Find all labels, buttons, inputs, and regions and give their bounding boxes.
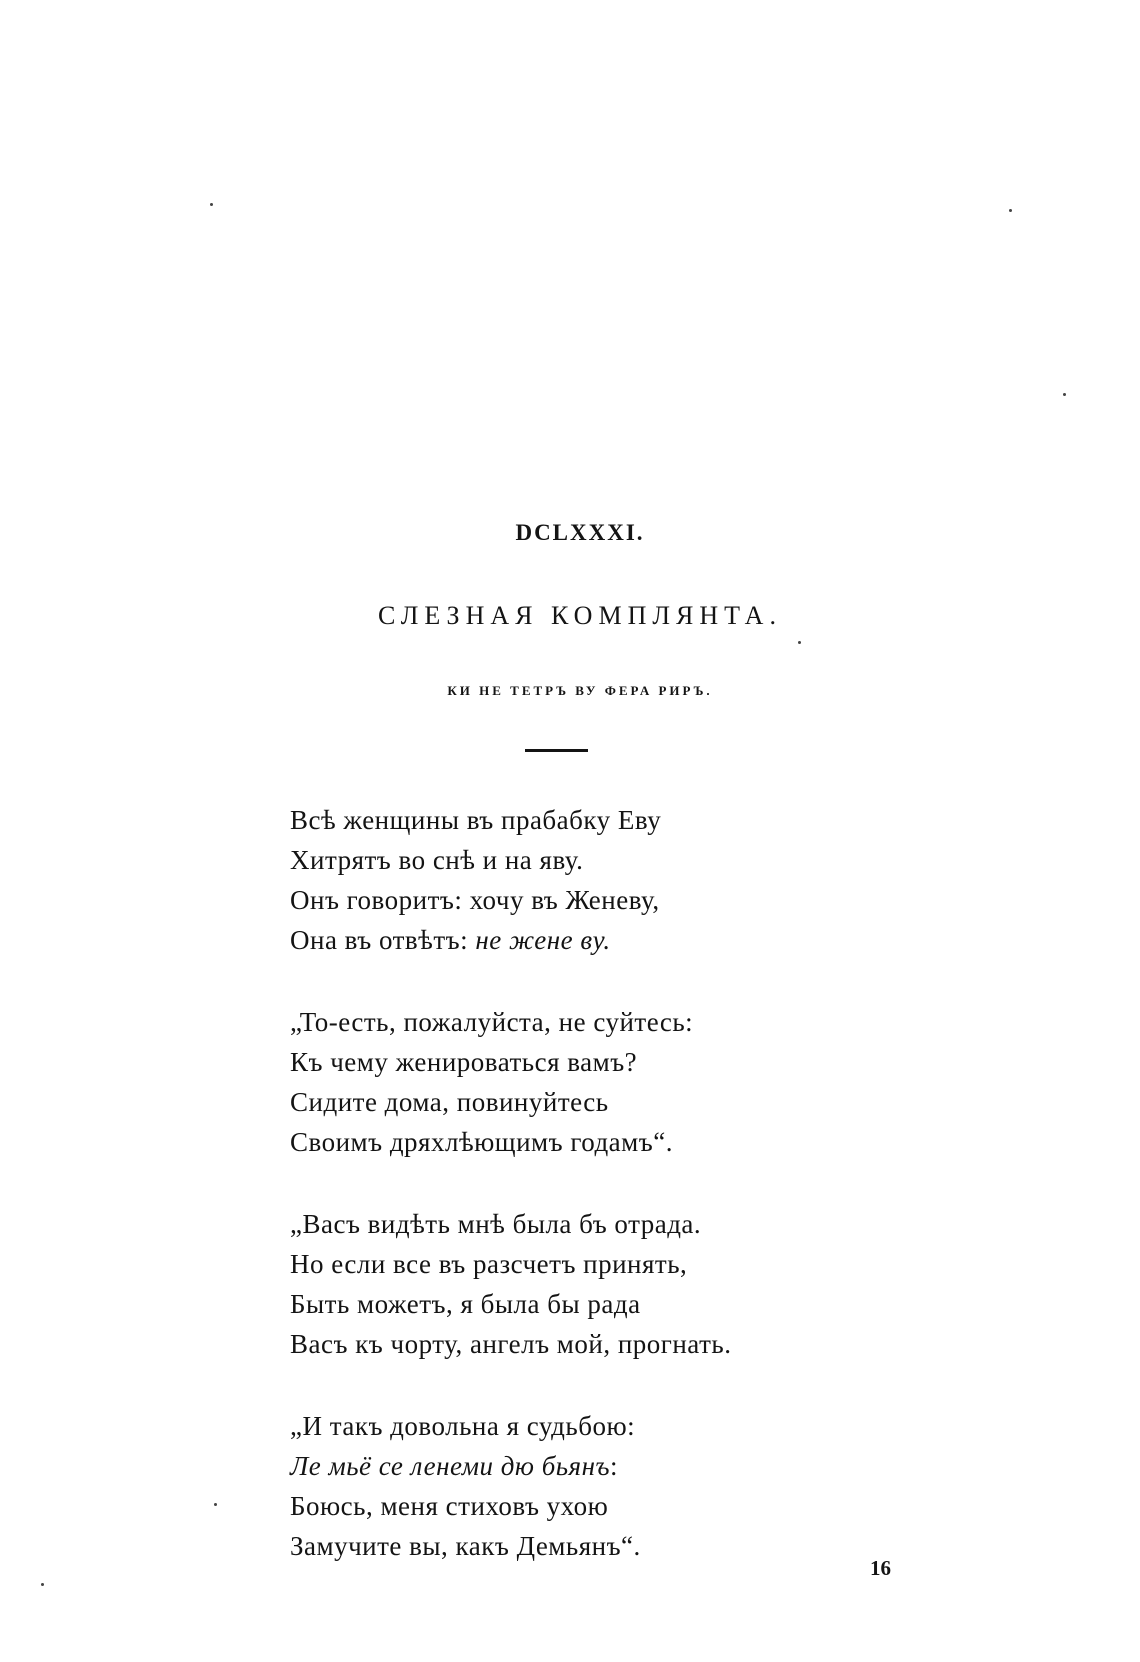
poem-title: СЛЕЗНАЯ КОМПЛЯНТА. xyxy=(378,601,782,630)
stanza-1 xyxy=(290,800,850,960)
poem-line: Всѣ женщины въ прабабку Еву xyxy=(290,805,662,835)
poem-line: Онъ говоритъ: хочу въ Женеву, xyxy=(290,885,660,915)
poem-line: Своимъ дряхлѣющимъ годамъ“. xyxy=(290,1127,673,1157)
line-text: : xyxy=(610,1451,619,1481)
poem-line: „Васъ видѣть мнѣ была бъ отрада. xyxy=(290,1209,702,1239)
poem-line: Хитрятъ во снѣ и на яву. xyxy=(290,845,584,875)
poem-line: Къ чему женироваться вамъ? xyxy=(290,1047,638,1077)
page-number: 16 xyxy=(870,1556,891,1580)
poem-line: „То-есть, пожалуйста, не суйтесь: xyxy=(290,1007,694,1037)
stanza-4 xyxy=(290,1406,850,1566)
poem-line: Но если все въ разсчетъ принять, xyxy=(290,1249,688,1279)
scan-speck xyxy=(1063,393,1066,396)
scan-speck xyxy=(798,641,801,644)
italic-phrase: не жене ву. xyxy=(475,925,611,955)
poem-line: „И такъ довольна я судьбою: xyxy=(290,1411,636,1441)
line-text: Она въ отвѣтъ: xyxy=(290,925,476,955)
poem-number: DCLXXXI. xyxy=(515,520,645,545)
poem-epigraph: КИ НЕ ТЕТРЪ ВУ ФЕРА РИРЪ. xyxy=(447,683,713,698)
poem-line: Быть можетъ, я была бы рада xyxy=(290,1289,641,1319)
italic-phrase: Ле мьё се ленеми дю бьянъ xyxy=(290,1451,611,1481)
poem-line xyxy=(290,1446,850,1486)
scan-speck xyxy=(214,1503,217,1506)
poem-line: Замучите вы, какъ Демьянъ“. xyxy=(290,1531,641,1561)
scan-speck xyxy=(210,203,213,206)
title-divider xyxy=(525,749,588,752)
stanza-2 xyxy=(290,1002,850,1162)
poem-line xyxy=(290,920,850,960)
poem-body xyxy=(290,800,850,1608)
poem-line: Сидите дома, повинуйтесь xyxy=(290,1087,609,1117)
stanza-3 xyxy=(290,1204,850,1364)
scan-speck xyxy=(41,1583,44,1586)
poem-line: Боюсь, меня стиховъ ухою xyxy=(290,1491,609,1521)
poem-line: Васъ къ чорту, ангелъ мой, прогнать. xyxy=(290,1329,732,1359)
scan-speck xyxy=(1009,209,1012,212)
